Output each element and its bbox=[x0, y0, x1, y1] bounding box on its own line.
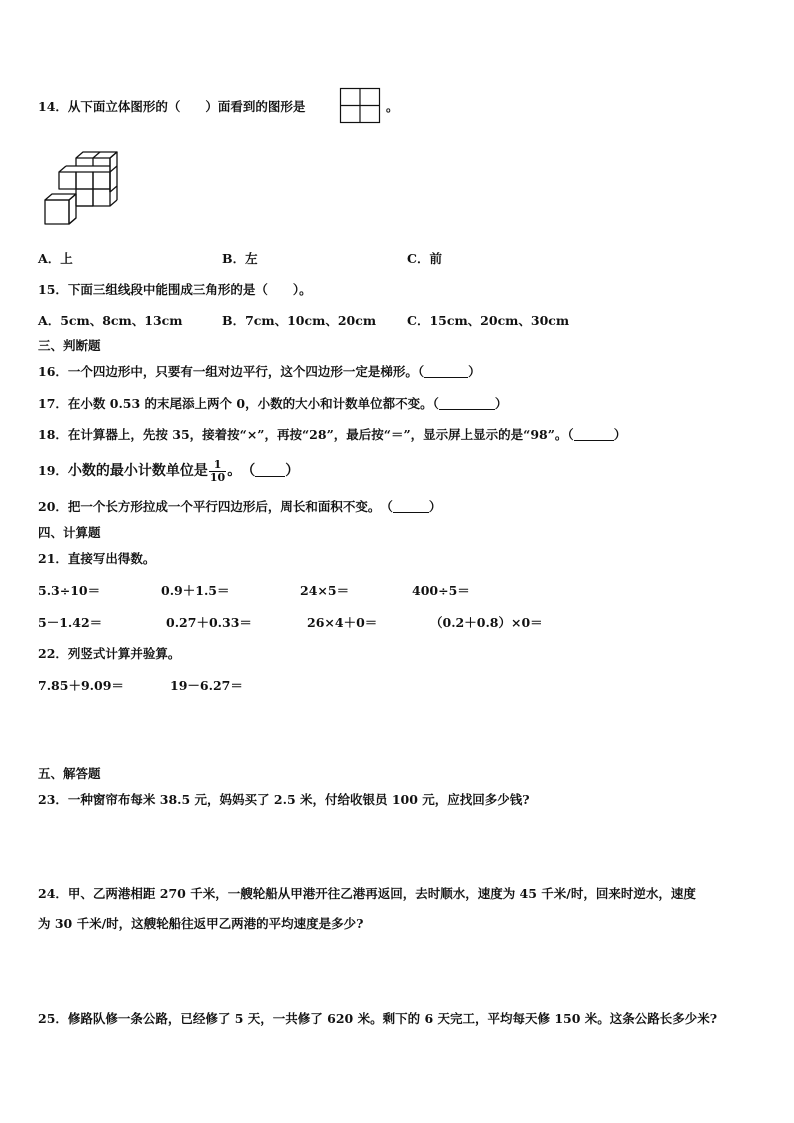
q24-line2: 为 30 千米/时，这艘轮船往返甲乙两港的平均速度是多少? bbox=[38, 916, 364, 931]
q21-item: 26×4＋0＝ bbox=[307, 615, 378, 630]
q21-item: 24×5＝ bbox=[300, 583, 350, 598]
q21-item: 400÷5＝ bbox=[412, 583, 470, 598]
section-4-heading: 四、计算题 bbox=[38, 525, 101, 540]
q21-item: 5.3÷10＝ bbox=[38, 583, 101, 598]
answer-blank[interactable] bbox=[439, 397, 495, 410]
q14-option-a: A．上 bbox=[38, 251, 73, 266]
q15-option-a: A．5cm、8cm、13cm bbox=[38, 313, 183, 328]
q14-period: 。 bbox=[386, 99, 399, 114]
section-5-heading: 五、解答题 bbox=[38, 766, 101, 781]
q22-item: 19－6.27＝ bbox=[170, 678, 243, 693]
q20: 20．把一个长方形拉成一个平行四边形后，周长和面积不变。 （ ） bbox=[38, 499, 442, 514]
q21-text: 21．直接写出得数。 bbox=[38, 551, 156, 566]
q21-item: 0.9＋1.5＝ bbox=[161, 583, 230, 598]
answer-blank[interactable] bbox=[255, 464, 285, 477]
q22-text: 22．列竖式计算并验算。 bbox=[38, 646, 181, 661]
section-3-heading: 三、判断题 bbox=[38, 338, 101, 353]
q21-item: 0.27＋0.33＝ bbox=[166, 615, 252, 630]
q17: 17．在小数 0.53 的末尾添上两个 0，小数的大小和计数单位都不变。（ ） bbox=[38, 396, 508, 411]
q15-text: 15．下面三组线段中能围成三角形的是（ ）。 bbox=[38, 282, 312, 297]
cube-solid-figure bbox=[44, 152, 124, 228]
q15-option-c: C．15cm、20cm、30cm bbox=[407, 313, 570, 328]
fraction: $\frac{1}{10}$ bbox=[209, 457, 226, 484]
q21-item: （0.2＋0.8）×0＝ bbox=[430, 615, 543, 630]
q18: 18．在计算器上，先按 35，接着按“×”，再按“28”，最后按“＝”，显示屏上显示的是“98”。（ ） bbox=[38, 427, 627, 442]
q25: 25．修路队修一条公路，已经修了 5 天，一共修了 620 米。剩下的 6 天完工，平均每天修 150 米。这条公路长多少米? bbox=[38, 1011, 718, 1026]
answer-blank[interactable] bbox=[424, 365, 468, 378]
q14-option-c: C．前 bbox=[407, 251, 442, 266]
q23: 23．一种窗帘布每米 38.5 元，妈妈买了 2.5 米，付给收银员 100 元，应找回多少钱? bbox=[38, 792, 530, 807]
q24-line1: 24．甲、乙两港相距 270 千米，一艘轮船从甲港开往乙港再返回，去时顺水，速度为 45 千米/时，回来时逆水，速度 bbox=[38, 886, 696, 901]
q15-option-b: B．7cm、10cm、20cm bbox=[222, 313, 377, 328]
q14-option-b: B．左 bbox=[222, 251, 258, 266]
q19: 19．小数的最小计数单位是 $\frac{1}{10}$ 。 （ ） bbox=[38, 457, 300, 484]
answer-blank[interactable] bbox=[574, 428, 614, 441]
q14-text: 14．从下面立体图形的（ ）面看到的图形是 bbox=[38, 99, 306, 114]
answer-blank[interactable] bbox=[393, 500, 429, 513]
q21-item: 5－1.42＝ bbox=[38, 615, 103, 630]
q16: 16．一个四边形中，只要有一组对边平行，这个四边形一定是梯形。（ ） bbox=[38, 364, 481, 379]
view-grid-figure bbox=[340, 88, 380, 124]
q22-item: 7.85＋9.09＝ bbox=[38, 678, 124, 693]
